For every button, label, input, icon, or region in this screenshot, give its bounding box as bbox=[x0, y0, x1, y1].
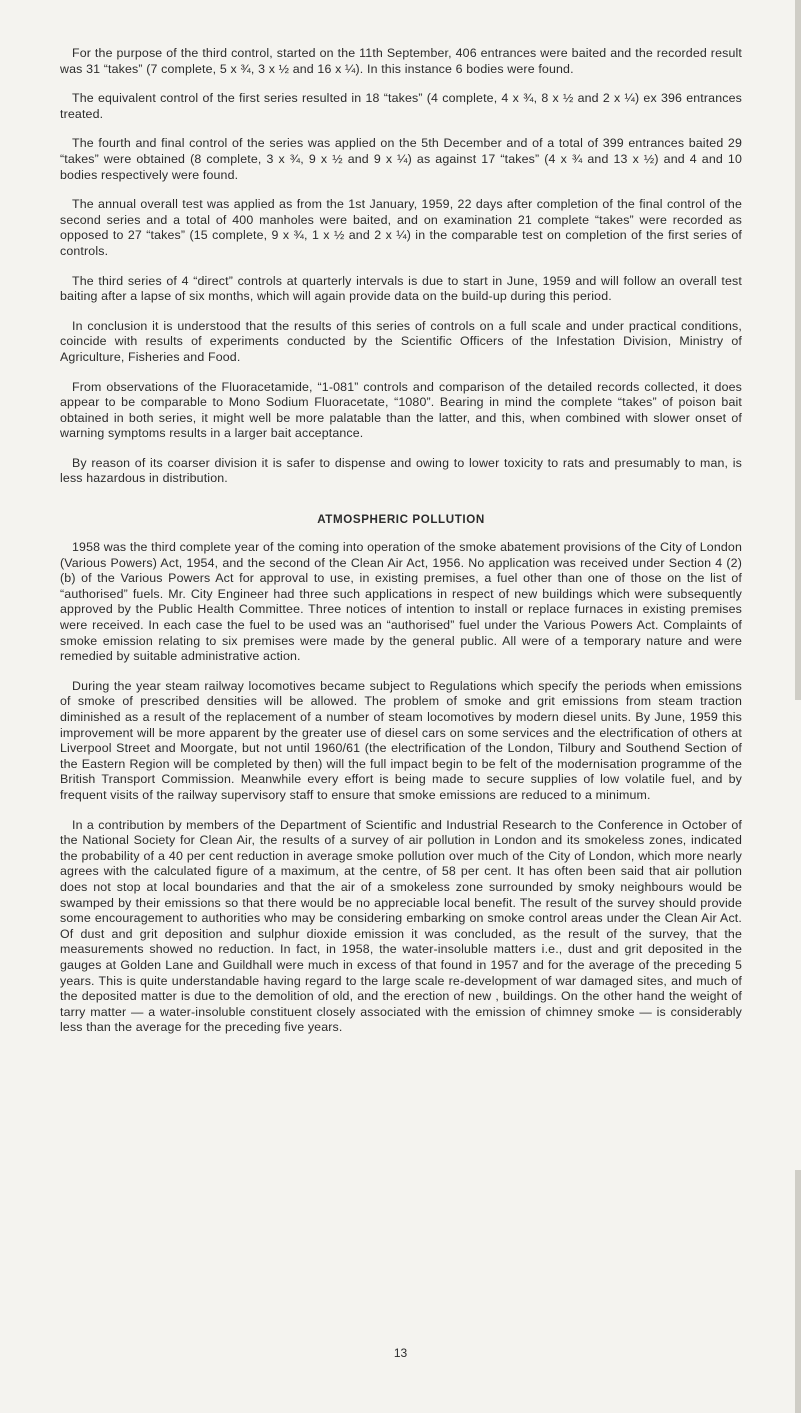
page-edge-shadow-bottom bbox=[795, 1170, 801, 1413]
paragraph-conclusion: In conclusion it is understood that the results of this series of controls on a full scale and under practical conditions, coincide with results of experiments conducted by the Scientific Officers of the Infestation Division, Ministry of Agriculture, Fisheries and Food. bbox=[60, 318, 742, 364]
paragraph-annual-overall-test: The annual overall test was applied as from the 1st January, 1959, 22 days after completion of the final control of the second series and a total of 400 manholes were baited, and on examination 21 complete “takes” were recorded as opposed to 27 “takes” (15 complete, 9 x ¾, 1 x ½ and 2 x ¼) in the comparable test on completion of the first series of controls. bbox=[60, 197, 742, 258]
paragraph-fourth-control: The fourth and final control of the series was applied on the 5th December and of a total of 399 entrances baited 29 “takes” were obtained (8 complete, 3 x ¾, 9 x ½ and 9 x ¼) as against 17 “takes” (4 x ¾ and 13 x ½) and 4 and 10 bodies respectively were found. bbox=[60, 136, 742, 182]
paragraph-first-series-equivalent: The equivalent control of the first series resulted in 18 “takes” (4 complete, 4 x ¾, 8 x ½ and 2 x ¼) ex 396 entrances treated. bbox=[60, 91, 742, 121]
page-edge-shadow-top bbox=[795, 0, 801, 700]
paragraph-air-pollution-survey: In a contribution by members of the Department of Scientific and Industrial Research to the Conference in October of the National Society for Clean Air, the results of a survey of air pollution in London and its smokeless zones, indicated the probability of a 40 per cent reduction in average smoke pollution over much of the City of London, which more nearly agrees with the calculated figure of a maximum, at the centre, of 58 per cent. It has often been said that air pollution does not stop at local boundaries and that the air of a smokeless zone surrounded by smoky neighbours would be swamped by their emissions so that there would be no appreciable local benefit. The result of the survey should provide some encouragement to authorities who may be considering embarking on smoke control areas under the Clean Air Act. Of dust and grit deposition and sulphur dioxide emission it was concluded, as the result of the survey, that the measurements showed no reduction. In fact, in 1958, the water-insoluble matters i.e., dust and grit deposited in the gauges at Golden Lane and Guildhall were much in excess of that found in 1957 and for the average of the preceding 5 years. This is quite understandable having regard to the large scale re-development of war damaged sites, and much of the deposited matter is due to the demolition of old, and the erection of new , buildings. On the other hand the weight of tarry matter — a water-insoluble constituent closely associated with the emission of chimney smoke — is considerably less than the average for the preceding five years. bbox=[60, 817, 742, 1035]
section-heading: ATMOSPHERIC POLLUTION bbox=[317, 513, 485, 527]
paragraph-steam-locomotives: During the year steam railway locomotives became subject to Regulations which specify the periods when emissions of smoke of prescribed densities will be allowed. The problem of smoke and grit emissions from steam traction diminished as a result of the replacement of a number of steam locomotives by modern diesel units. By June, 1959 this improvement will be more apparent by the greater use of diesel cars on some services and the electrification of others at Liverpool Street and Moorgate, but not until 1960/61 (the electrification of the London, Tilbury and Southend Section of the Eastern Region will be completed by then) will the full impact begin to be felt of the modernisation programme of the British Transport Commission. Meanwhile every effort is being made to secure supplies of low volatile fuel, and by frequent visits of the railway supervisory staff to ensure that smoke emissions are reduced to a minimum. bbox=[60, 678, 742, 802]
paragraph-fluoracetamide-observations: From observations of the Fluoracetamide, “1-081” controls and comparison of the detailed records collected, it does appear to be comparable to Mono Sodium Fluoracetate, “1080”. Bearing in mind the complete “takes” of poison bait obtained in both series, it might well be more palatable than the latter, and this, when combined with slower onset of warning symptoms results in a larger bait acceptance. bbox=[60, 379, 742, 441]
paragraph-third-series: The third series of 4 “direct” controls at quarterly intervals is due to start in June, 1959 and will follow an overall test baiting after a lapse of six months, which will again provide data on the build-up during this period. bbox=[60, 273, 742, 304]
page-number: 13 bbox=[393, 1346, 408, 1360]
paragraph-third-control: For the purpose of the third control, started on the 11th September, 406 entrances were baited and the recorded result was 31 “takes” (7 complete, 5 x ¾, 3 x ½ and 16 x ¼). In this instance 6 bodies were found. bbox=[60, 46, 742, 76]
paragraph-coarser-division: By reason of its coarser division it is safer to dispense and owing to lower toxicity to rats and presumably to man, is less hazardous in distribution. bbox=[60, 455, 742, 486]
paragraph-smoke-abatement: 1958 was the third complete year of the coming into operation of the smoke abatement provisions of the City of London (Various Powers) Act, 1954, and the second of the Clean Air Act, 1956. No application was received under Section 4 (2)(b) of the Various Powers Act for approval to use, in existing premises, a fuel other than one of those on the list of “authorised” fuels. Mr. City Engineer had three such applications in respect of new buildings which were subsequently approved by the Public Health Committee. Three notices of intention to install or replace furnaces in existing premises were received. In each case the fuel to be used was an “authorised” fuel under the Various Powers Act. Complaints of smoke emission relating to six premises were made by the general public. All were of a temporary nature and were remedied by suitable administrative action. bbox=[60, 540, 742, 664]
document-page bbox=[60, 46, 742, 1050]
